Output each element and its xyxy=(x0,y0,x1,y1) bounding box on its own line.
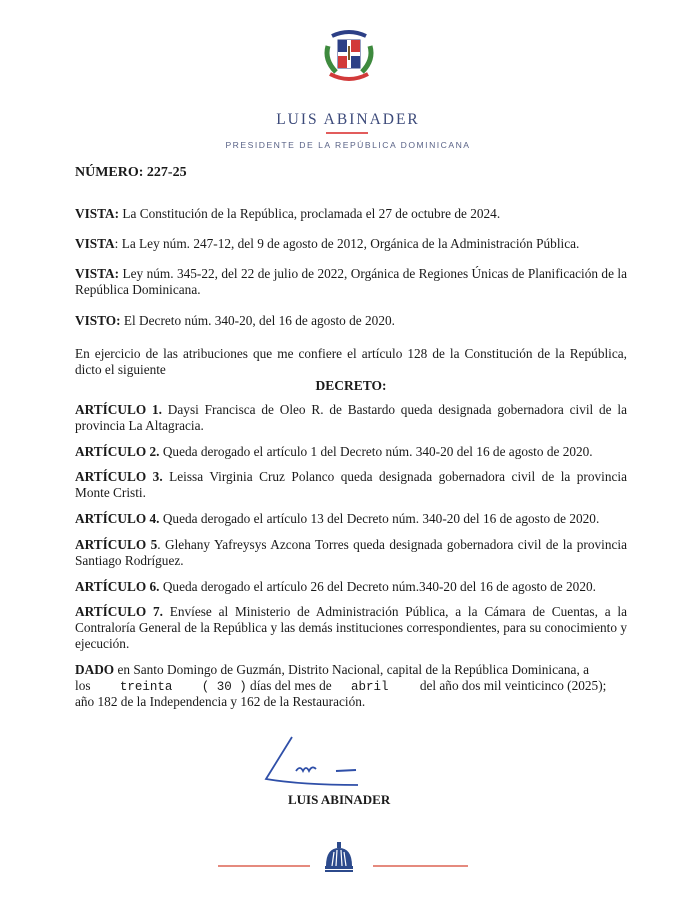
preamble: En ejercicio de las atribuciones que me confiere el artículo 128 de la Constitución de la República, dicto el siguiente xyxy=(75,346,627,377)
given-los: los xyxy=(75,678,91,693)
decree-heading: DECRETO: xyxy=(315,378,387,393)
consideration-text: La Constitución de la República, proclamada el 27 de octubre de 2024. xyxy=(119,206,501,221)
article-text: Queda derogado el artículo 26 del Decreto núm.340-20 del 16 de agosto de 2020. xyxy=(159,579,596,594)
header-divider xyxy=(326,132,368,134)
article-text: Envíese al Ministerio de Administración Pública, a la Cámara de Cuentas, a la Contraloría General de la República y las demás instituciones correspondientes, para su conocimiento y ejecución. xyxy=(75,604,627,651)
article-label: ARTÍCULO 3. xyxy=(75,469,163,484)
header-subtitle: PRESIDENTE DE LA REPÚBLICA DOMINICANA xyxy=(225,140,471,150)
coat-of-arms-icon xyxy=(318,26,380,90)
article-label: ARTÍCULO 4. xyxy=(75,511,160,526)
article-5 xyxy=(75,537,627,569)
consideration-label: VISTA: xyxy=(75,266,120,281)
consideration-3 xyxy=(75,266,627,298)
article-7 xyxy=(75,604,627,652)
given-paragraph-line1 xyxy=(75,662,627,678)
given-day-number: ( 30 ) xyxy=(201,680,247,694)
article-2 xyxy=(75,444,627,460)
given-text: en Santo Domingo de Guzmán, Distrito Nacional, capital de la República Dominicana, a xyxy=(114,662,590,677)
given-month: abril xyxy=(350,680,389,694)
article-label: ARTÍCULO 5 xyxy=(75,537,158,552)
given-paragraph-line2 xyxy=(75,678,627,695)
header-name: LUIS ABINADER xyxy=(276,111,420,128)
national-palace-dome-icon xyxy=(322,840,356,874)
given-days-of-month: días del mes de xyxy=(250,678,332,693)
article-text: Queda derogado el artículo 13 del Decreto núm. 340-20 del 16 de agosto de 2020. xyxy=(159,511,600,526)
given-paragraph-line3: año 182 de la Independencia y 162 de la Restauración. xyxy=(75,694,366,709)
consideration-label: VISTA xyxy=(75,236,115,251)
article-text: . Glehany Yafreysys Azcona Torres queda designada gobernadora civil de la provincia Santiago Rodríguez. xyxy=(75,537,627,568)
article-text: Daysi Francisca de Oleo R. de Bastardo queda designada gobernadora civil de la provincia La Altagracia. xyxy=(75,402,627,433)
article-text: Queda derogado el artículo 1 del Decreto núm. 340-20 del 16 de agosto de 2020. xyxy=(159,444,593,459)
consideration-4 xyxy=(75,313,627,329)
decree-number: NÚMERO: 227-25 xyxy=(75,165,187,180)
footer-divider-right xyxy=(373,865,468,867)
given-day-words: treinta xyxy=(119,680,173,694)
consideration-label: VISTA: xyxy=(75,206,120,221)
article-4 xyxy=(75,511,627,527)
article-label: ARTÍCULO 1. xyxy=(75,402,162,417)
given-year: del año dos mil veinticinco (2025); xyxy=(419,678,607,693)
article-6 xyxy=(75,579,627,595)
article-label: ARTÍCULO 6. xyxy=(75,579,160,594)
article-3 xyxy=(75,469,627,501)
article-text: Leissa Virginia Cruz Polanco queda designada gobernadora civil de la provincia Monte Cristi. xyxy=(75,469,627,500)
article-label: ARTÍCULO 7. xyxy=(75,604,163,619)
consideration-1 xyxy=(75,206,627,222)
consideration-2 xyxy=(75,236,627,252)
article-label: ARTÍCULO 2. xyxy=(75,444,160,459)
consideration-label: VISTO: xyxy=(75,313,121,328)
given-label: DADO xyxy=(75,662,115,677)
article-1 xyxy=(75,402,627,434)
footer-divider-left xyxy=(218,865,310,867)
consideration-text: Ley núm. 345-22, del 22 de julio de 2022, Orgánica de Regiones Únicas de Planificación de la República Dominicana. xyxy=(75,266,627,297)
consideration-text: El Decreto núm. 340-20, del 16 de agosto de 2020. xyxy=(120,313,395,328)
consideration-text: : La Ley núm. 247-12, del 9 de agosto de 2012, Orgánica de la Administración Pública. xyxy=(114,236,580,251)
handwritten-signature-icon xyxy=(262,735,372,790)
signatory-name: LUIS ABINADER xyxy=(288,792,391,807)
